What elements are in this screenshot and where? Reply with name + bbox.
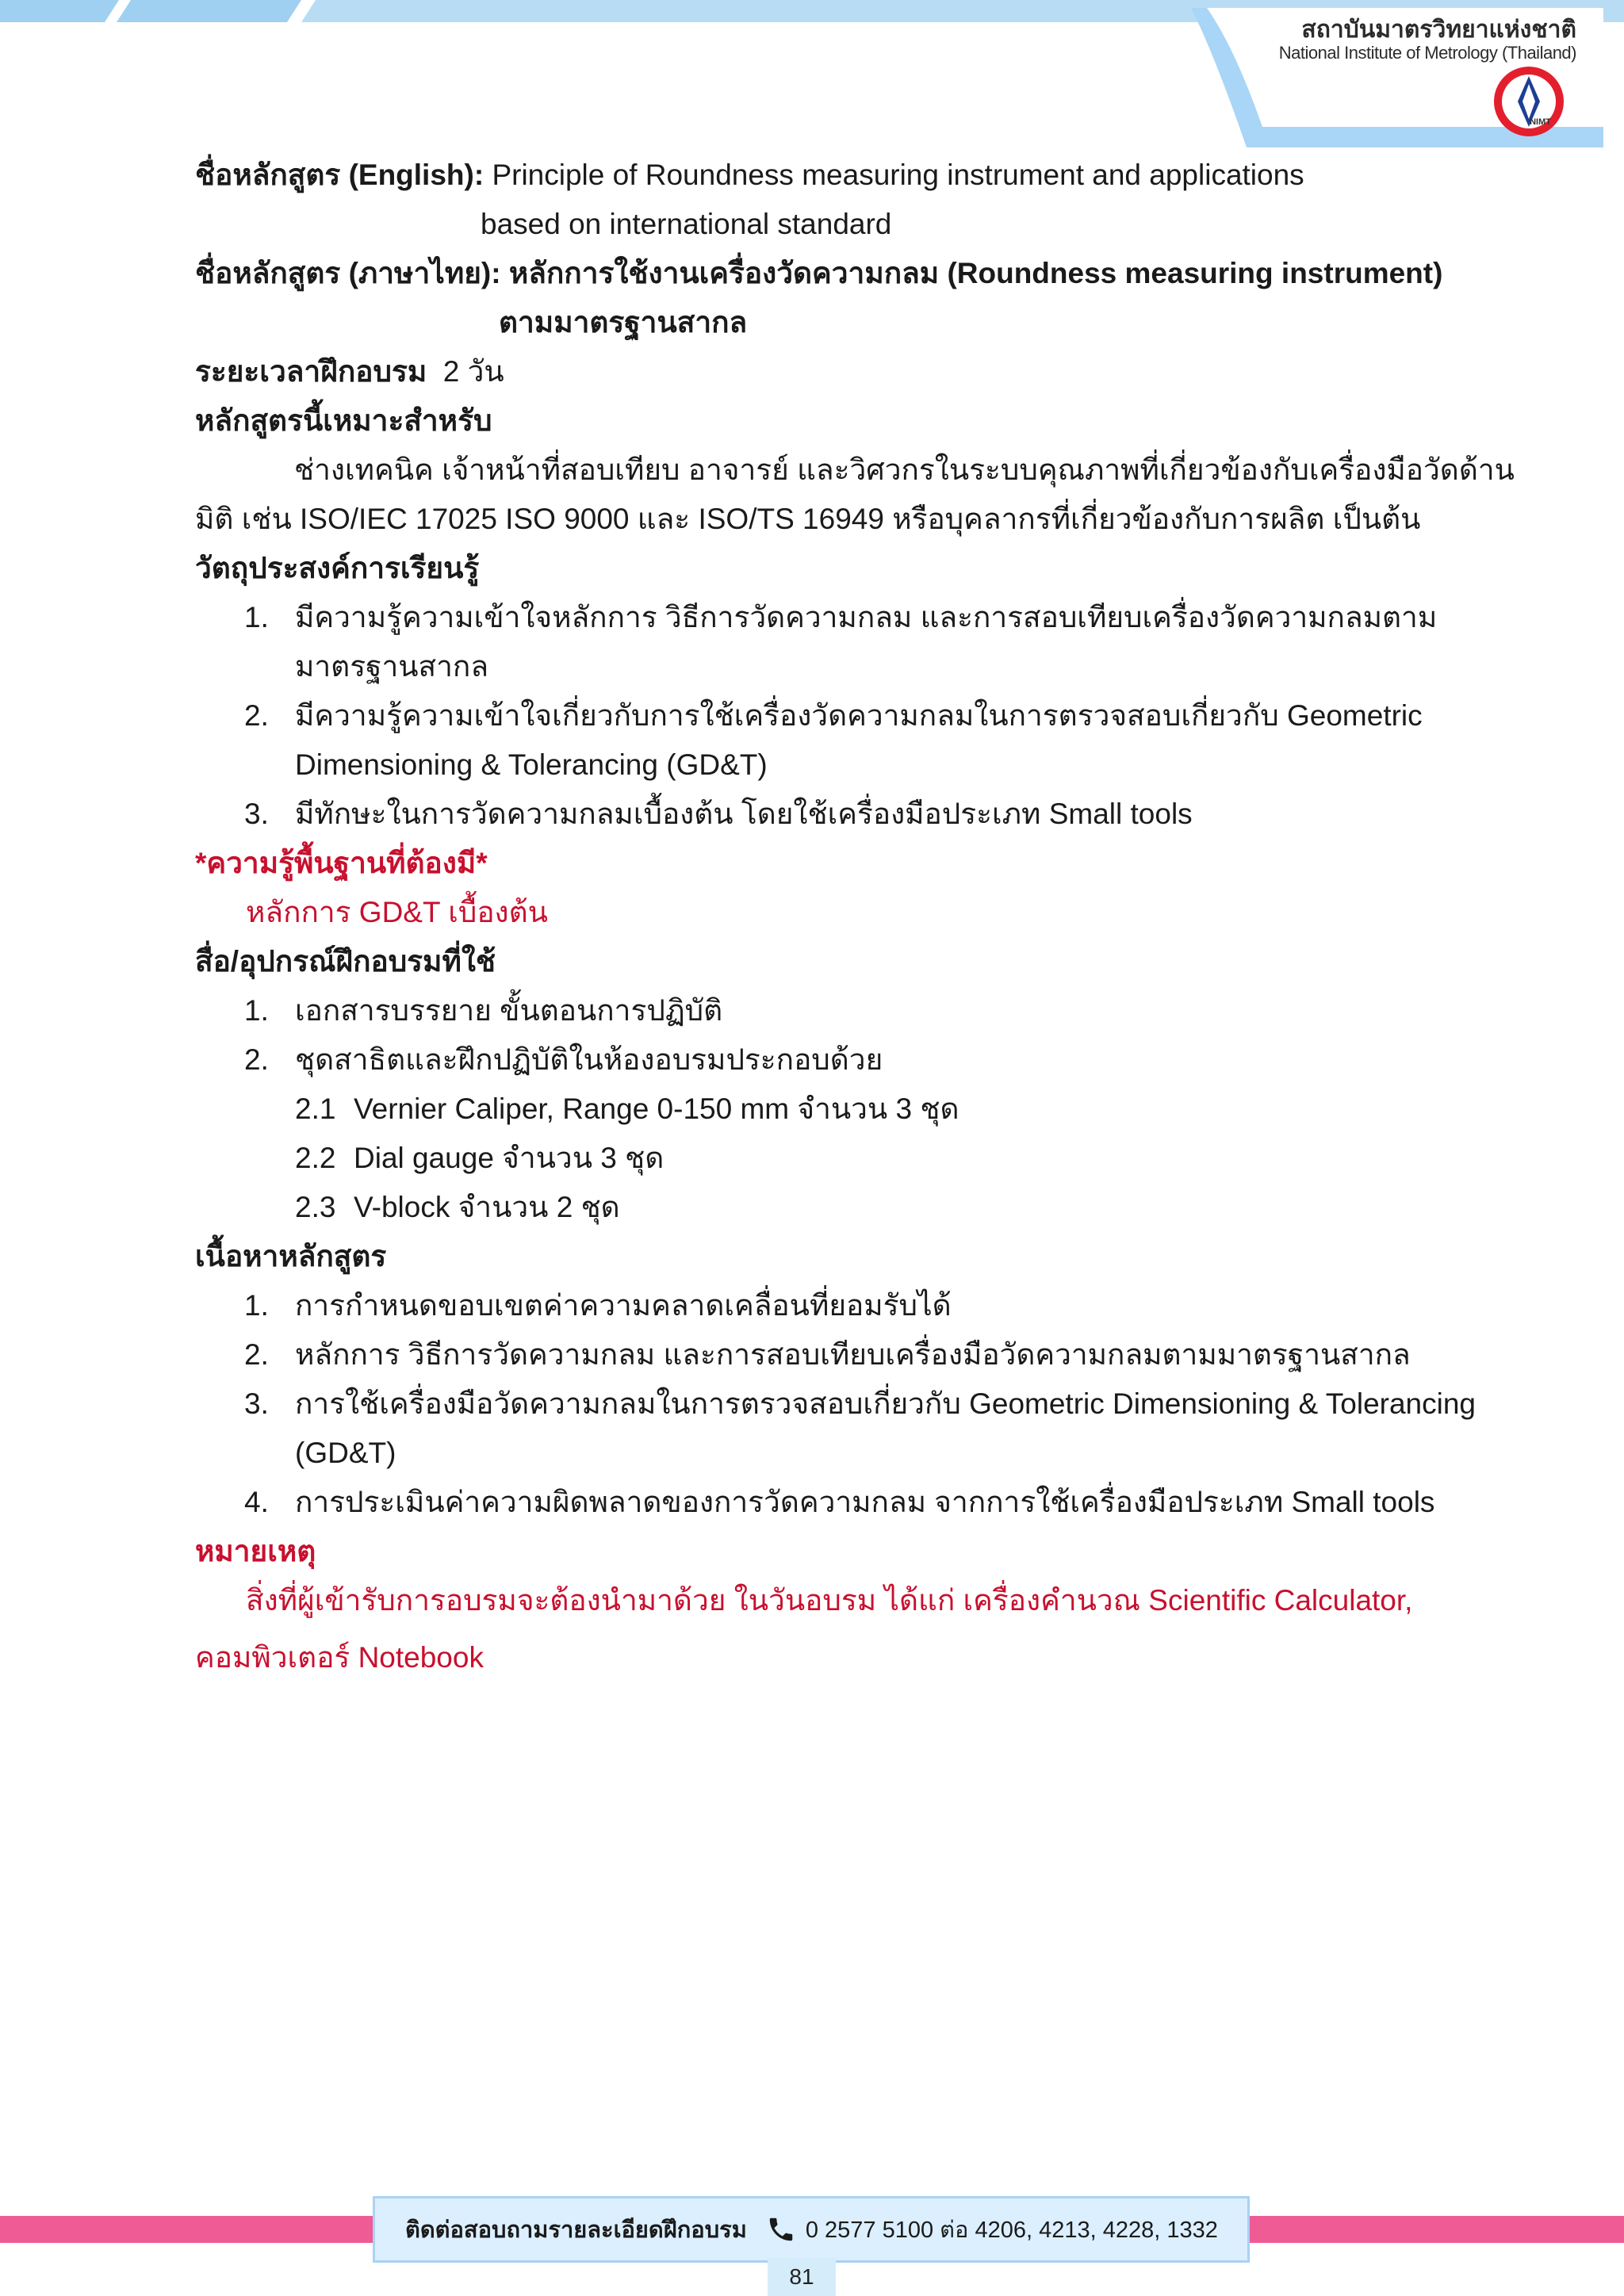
sub-list-number: 2.1 — [295, 1093, 336, 1125]
list-item — [195, 1380, 1476, 1429]
logo-label: NIMT — [1530, 117, 1551, 127]
course-name-english — [195, 151, 1432, 200]
list-item — [195, 1478, 1435, 1527]
list-text: เอกสารบรรยาย ขั้นตอนการปฏิบัติ — [295, 994, 723, 1027]
note-text-line2: คอมพิวเตอร์ Notebook — [195, 1641, 484, 1674]
list-item — [195, 1330, 1432, 1380]
list-text: การประเมินค่าความผิดพลาดของการวัดความกลม จากการใช้เครื่องมือประเภท Small tools — [295, 1486, 1435, 1518]
note-heading: หมายเหตุ — [195, 1535, 316, 1567]
institute-name-english: National Institute of Metrology (Thailand) — [1278, 43, 1576, 63]
sub-list-text: Dial gauge จำนวน 3 ชุด — [354, 1142, 665, 1174]
list-text: ชุดสาธิตและฝึกปฏิบัติในห้องอบรมประกอบด้วย — [295, 1043, 883, 1076]
list-item — [195, 1035, 1432, 1085]
sub-list-number: 2.2 — [295, 1142, 336, 1174]
course-name-english-cont: based on international standard — [481, 208, 892, 240]
audience-text-line2: มิติ เช่น ISO/IEC 17025 ISO 9000 และ ISO/TS 16949 หรือบุคลากรที่เกี่ยวข้องกับการผลิต เป็นต้น — [195, 503, 1421, 535]
objectives-heading: วัตถุประสงค์การเรียนรู้ — [195, 552, 480, 584]
contact-box — [373, 2196, 1250, 2263]
course-content — [195, 151, 1515, 1682]
institute-block — [1191, 8, 1603, 147]
course-name-thai-value: หลักการใช้งานเครื่องวัดความกลม (Roundness measuring instrument) — [508, 257, 1443, 289]
list-text: หลักการ วิธีการวัดความกลม และการสอบเทียบเครื่องมือวัดความกลมตามมาตรฐานสากล — [295, 1338, 1411, 1371]
audience-heading: หลักสูตรนี้เหมาะสำหรับ — [195, 404, 492, 437]
course-name-thai — [195, 249, 1443, 298]
duration — [195, 347, 1432, 396]
list-item — [195, 593, 1438, 642]
list-text: การใช้เครื่องมือวัดความกลมในการตรวจสอบเกี่ยวกับ Geometric Dimensioning & Tolerancing — [295, 1387, 1476, 1420]
list-item-cont: มาตรฐานสากล — [295, 650, 488, 683]
materials-heading: สื่อ/อุปกรณ์ฝึกอบรมที่ใช้ — [195, 945, 496, 978]
audience-text-line1: ช่างเทคนิค เจ้าหน้าที่สอบเทียบ อาจารย์ และวิศวกรในระบบคุณภาพที่เกี่ยวข้องกับเครื่องมือวัดด้าน — [294, 453, 1515, 486]
sub-list-item — [195, 1085, 1432, 1134]
list-number: 2. — [244, 1043, 269, 1076]
duration-label: ระยะเวลาฝึกอบรม — [195, 355, 427, 388]
list-text: มีความรู้ความเข้าใจหลักการ วิธีการวัดความกลม และการสอบเทียบเครื่องวัดความกลมตาม — [295, 601, 1438, 633]
list-item-cont: (GD&T) — [295, 1437, 396, 1469]
sub-list-number: 2.3 — [295, 1191, 336, 1223]
course-name-thai-label: ชื่อหลักสูตร (ภาษาไทย): — [195, 257, 501, 289]
list-number: 4. — [244, 1486, 269, 1518]
course-name-english-value: Principle of Roundness measuring instrument and applications — [492, 159, 1304, 191]
list-number: 3. — [244, 798, 269, 830]
contact-phone: 0 2577 5100 ต่อ 4206, 4213, 4228, 1332 — [805, 2218, 1218, 2243]
sub-list-item — [195, 1183, 1432, 1232]
phone-icon — [766, 2214, 796, 2244]
list-item — [195, 986, 1432, 1035]
prerequisite-text: หลักการ GD&T เบื้องต้น — [246, 896, 548, 928]
contact-label: ติดต่อสอบถามรายละเอียดฝึกอบรม — [405, 2218, 747, 2243]
list-number: 3. — [244, 1387, 269, 1420]
institute-name-thai: สถาบันมาตรวิทยาแห่งชาติ — [1301, 17, 1576, 43]
list-number: 1. — [244, 601, 269, 633]
list-text: มีความรู้ความเข้าใจเกี่ยวกับการใช้เครื่องวัดความกลมในการตรวจสอบเกี่ยวกับ Geometric — [295, 699, 1423, 732]
page-number: 81 — [768, 2258, 836, 2296]
list-item — [195, 691, 1432, 740]
list-number: 1. — [244, 1289, 269, 1322]
list-item — [195, 1281, 1432, 1330]
sub-list-item — [195, 1134, 1432, 1183]
list-text: มีทักษะในการวัดความกลมเบื้องต้น โดยใช้เครื่องมือประเภท Small tools — [295, 798, 1193, 830]
note-text-line1: สิ่งที่ผู้เข้ารับการอบรมจะต้องนำมาด้วย ในวันอบรม ได้แก่ เครื่องคำนวณ Scientific Calculator, — [246, 1584, 1413, 1617]
list-item-cont: Dimensioning & Tolerancing (GD&T) — [295, 748, 768, 781]
contents-heading: เนื้อหาหลักสูตร — [195, 1240, 387, 1272]
prerequisite-heading: *ความรู้พื้นฐานที่ต้องมี* — [195, 847, 488, 879]
sub-list-text: Vernier Caliper, Range 0-150 mm จำนวน 3 ชุด — [354, 1093, 959, 1125]
list-number: 2. — [244, 699, 269, 732]
nimt-logo — [1489, 62, 1568, 141]
duration-value: 2 วัน — [442, 355, 504, 388]
list-item — [195, 790, 1432, 839]
list-number: 2. — [244, 1338, 269, 1371]
course-name-thai-cont: ตามมาตรฐานสากล — [499, 306, 748, 339]
list-number: 1. — [244, 994, 269, 1027]
course-name-english-label: ชื่อหลักสูตร (English): — [195, 159, 485, 191]
sub-list-text: V-block จำนวน 2 ชุด — [354, 1191, 620, 1223]
list-text: การกำหนดขอบเขตค่าความคลาดเคลื่อนที่ยอมรับได้ — [295, 1289, 952, 1322]
